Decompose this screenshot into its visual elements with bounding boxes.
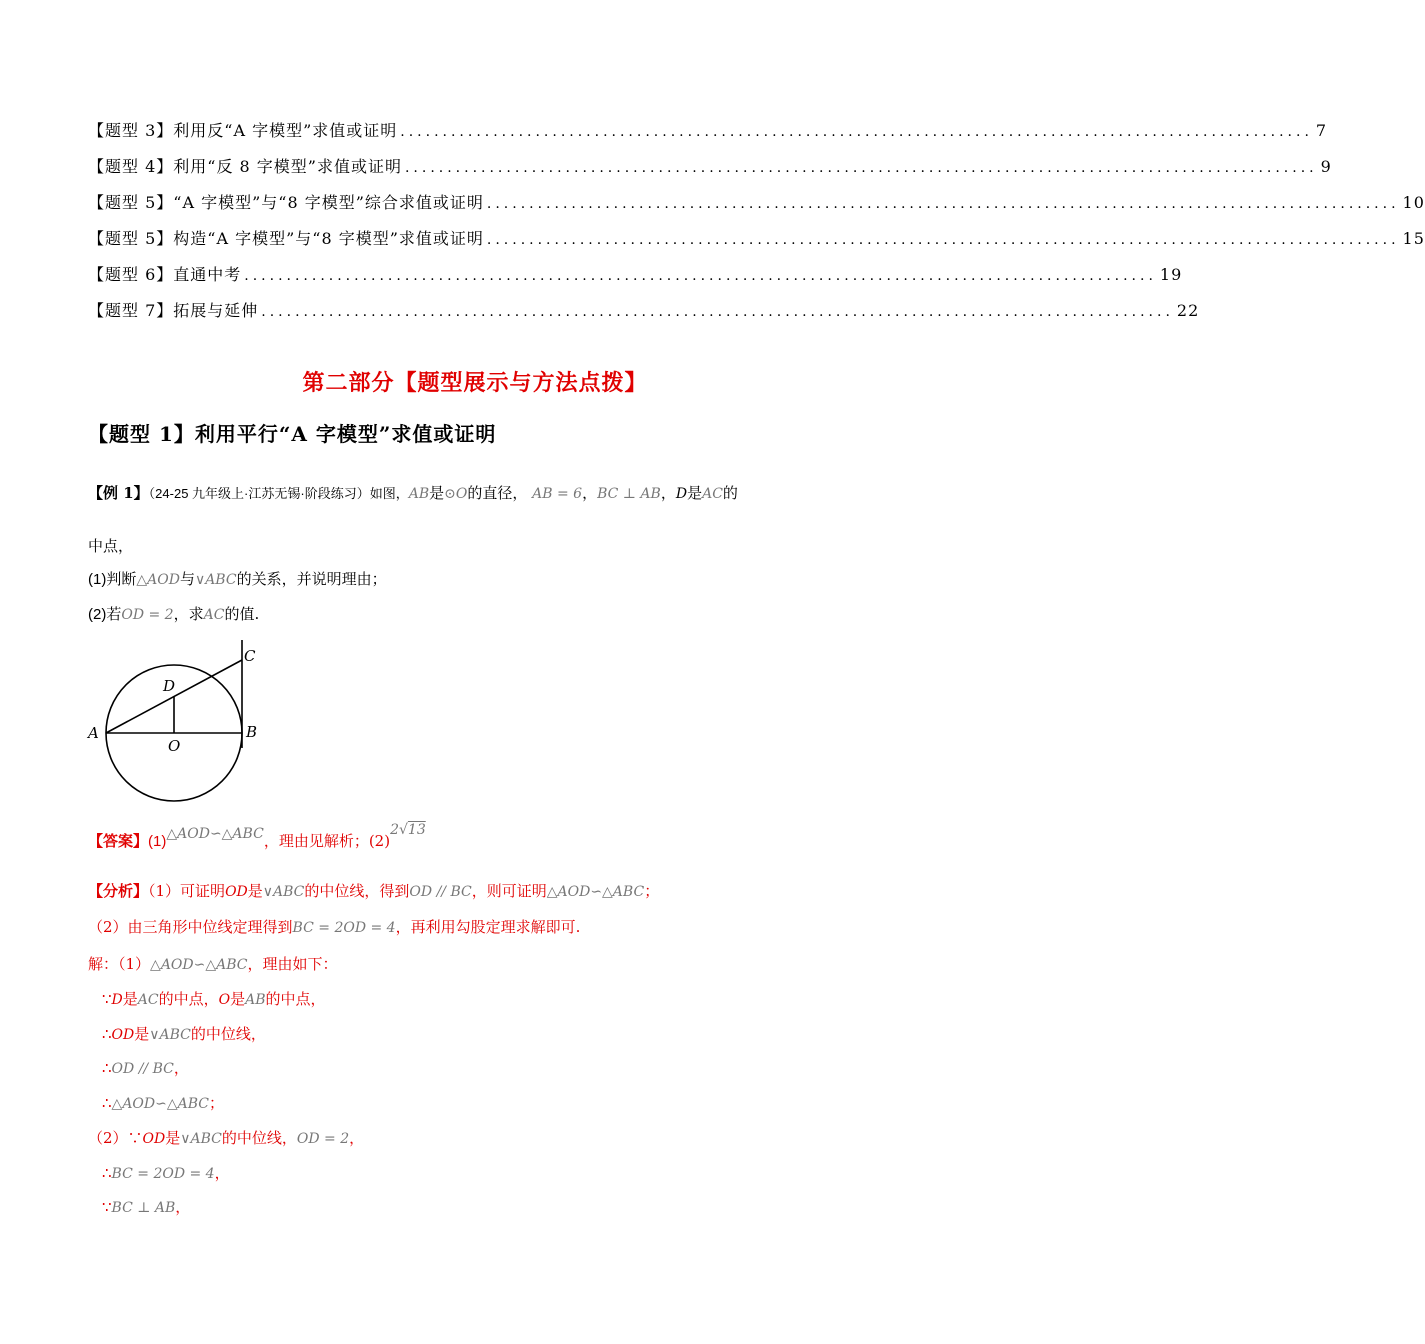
label-a: A bbox=[88, 724, 99, 742]
text: ， bbox=[214, 1164, 230, 1182]
math: △AOD∽△ABC bbox=[546, 884, 645, 900]
answer-label: 【答案】 bbox=[88, 832, 149, 850]
text: 是 bbox=[687, 484, 703, 502]
text: ∴ bbox=[102, 1025, 112, 1043]
analysis-line1 bbox=[88, 880, 659, 901]
math: BC = 2OD = 4 bbox=[292, 920, 396, 936]
math: OD bbox=[142, 1131, 166, 1147]
math: D bbox=[111, 992, 123, 1008]
text: ，再利用勾股定理求解即可. bbox=[395, 918, 581, 936]
math: BC ⊥ AB bbox=[597, 486, 661, 502]
text: 的值. bbox=[224, 605, 260, 623]
text: 2 bbox=[390, 822, 399, 838]
solution-line1 bbox=[88, 953, 338, 974]
toc-label: 【题型 3】利用反“A 字模型”求值或证明 bbox=[88, 121, 398, 140]
toc-leader: ............................................................................................................ bbox=[404, 160, 1318, 176]
solution-line3 bbox=[102, 1023, 266, 1044]
math: ⊙O bbox=[444, 486, 468, 502]
math: △AOD∽△ABC bbox=[150, 957, 248, 973]
geometry-figure bbox=[80, 630, 280, 810]
math: OD bbox=[225, 884, 248, 900]
toc-label: 【题型 7】拓展与延伸 bbox=[88, 301, 259, 320]
math: ∨ABC bbox=[262, 884, 305, 900]
toc-entry[interactable] bbox=[88, 118, 1328, 144]
text: ∴ bbox=[102, 1094, 112, 1112]
toc-page: 22 bbox=[1176, 301, 1200, 320]
text: ，求 bbox=[173, 605, 204, 623]
math: D bbox=[675, 486, 688, 502]
label-c: C bbox=[244, 647, 256, 665]
toc-page: 7 bbox=[1315, 121, 1328, 140]
text: （2）由三角形中位线定理得到 bbox=[88, 918, 293, 936]
solution-line5 bbox=[102, 1092, 224, 1113]
text: 解：（1） bbox=[88, 955, 151, 973]
math: ∨ABC bbox=[194, 572, 237, 588]
text: 的关系，并说明理由； bbox=[236, 570, 387, 588]
text: (1) bbox=[148, 833, 167, 850]
text: 的中点， bbox=[265, 990, 326, 1008]
toc-leader: ............................................................................................................ bbox=[400, 124, 1313, 140]
math: OD bbox=[111, 1027, 135, 1043]
math: AB bbox=[408, 486, 430, 502]
math: △AOD∽△ABC bbox=[111, 1096, 209, 1112]
math: AC bbox=[702, 486, 723, 502]
text: ， bbox=[175, 1198, 191, 1216]
text: 是 bbox=[230, 990, 246, 1008]
text: ∴ bbox=[102, 1164, 112, 1182]
math: O bbox=[218, 992, 231, 1008]
solution-line7 bbox=[102, 1162, 230, 1183]
toc-entry[interactable] bbox=[88, 262, 1183, 288]
math: AC bbox=[203, 607, 225, 623]
text: ； bbox=[209, 1094, 225, 1112]
text: ， bbox=[582, 484, 598, 502]
part-title: 第二部分【题型展示与方法点拨】 bbox=[302, 370, 648, 396]
text: ∵ bbox=[102, 990, 112, 1008]
text: ， bbox=[660, 484, 676, 502]
math-sqrt: 2√13 bbox=[390, 822, 426, 838]
text: ，理由如下： bbox=[247, 955, 338, 973]
text: 是 bbox=[165, 1129, 181, 1147]
text: ∴ bbox=[102, 1059, 112, 1077]
text: 13 bbox=[407, 822, 426, 838]
text: 的 bbox=[722, 484, 738, 502]
text: ，则可证明 bbox=[471, 882, 547, 900]
answer bbox=[88, 822, 426, 851]
math: OD // BC bbox=[409, 884, 472, 900]
toc-entry[interactable] bbox=[88, 226, 1425, 252]
toc-leader: ............................................................................................................ bbox=[244, 268, 1157, 284]
math: AC bbox=[137, 992, 159, 1008]
math: BC ⊥ AB bbox=[111, 1200, 176, 1216]
text: 的中位线， bbox=[190, 1025, 266, 1043]
text: 的直径， bbox=[467, 484, 528, 502]
toc-page: 15 bbox=[1402, 229, 1425, 248]
example-statement bbox=[88, 482, 738, 503]
example-line2: 中点， bbox=[88, 537, 134, 555]
text: ∵ bbox=[102, 1198, 112, 1216]
text: （2）∵ bbox=[88, 1129, 143, 1147]
toc-entry[interactable] bbox=[88, 298, 1200, 324]
toc-page: 19 bbox=[1159, 265, 1183, 284]
math: OD // BC bbox=[111, 1061, 174, 1077]
solution-line2 bbox=[102, 988, 326, 1009]
text: (1)判断 bbox=[88, 571, 137, 588]
math: ∨ABC bbox=[149, 1027, 191, 1043]
toc-label: 【题型 4】利用“反 8 字模型”求值或证明 bbox=[88, 157, 402, 176]
text: ， bbox=[173, 1059, 189, 1077]
text: 是 bbox=[247, 882, 263, 900]
math: OD = 2 bbox=[296, 1131, 350, 1147]
text: 的中位线，得到 bbox=[304, 882, 410, 900]
math: BC = 2OD = 4 bbox=[111, 1166, 215, 1182]
toc-entry[interactable] bbox=[88, 190, 1425, 216]
question-2 bbox=[88, 603, 259, 624]
label-b: B bbox=[246, 723, 258, 741]
text: 的中点， bbox=[158, 990, 219, 1008]
toc-label: 【题型 6】直通中考 bbox=[88, 265, 242, 284]
text: 与 bbox=[179, 570, 195, 588]
text: 是 bbox=[134, 1025, 150, 1043]
text: ，理由见解析；(2) bbox=[263, 832, 391, 850]
math: △AOD bbox=[136, 572, 180, 588]
math: AB = 6 bbox=[532, 486, 583, 502]
toc-label: 【题型 5】“A 字模型”与“8 字模型”综合求值或证明 bbox=[88, 193, 484, 212]
toc-leader: ............................................................................................................ bbox=[486, 232, 1400, 248]
toc-leader: ............................................................................................................ bbox=[261, 304, 1174, 320]
text: ， bbox=[349, 1129, 365, 1147]
text: (2)若 bbox=[88, 606, 122, 623]
math: OD = 2 bbox=[121, 607, 174, 623]
example-source: （24-25 九年级上·江苏无锡·阶段练习）如图， bbox=[148, 486, 409, 501]
label-o: O bbox=[168, 737, 181, 755]
example-label: 【例 1】 bbox=[88, 484, 149, 502]
analysis-label: 【分析】 bbox=[88, 882, 149, 900]
label-d: D bbox=[163, 677, 176, 695]
analysis-line2 bbox=[88, 916, 580, 937]
math: AB bbox=[245, 992, 266, 1008]
math: ∨ABC bbox=[180, 1131, 222, 1147]
toc-page: 10 bbox=[1402, 193, 1425, 212]
toc-page: 9 bbox=[1320, 157, 1332, 176]
section-title: 【题型 1】利用平行“A 字模型”求值或证明 bbox=[88, 422, 497, 446]
solution-line8 bbox=[102, 1196, 190, 1217]
solution-line6 bbox=[88, 1127, 364, 1148]
text: 的中位线， bbox=[221, 1129, 297, 1147]
math: △AOD∽△ABC bbox=[166, 826, 264, 842]
text: ； bbox=[644, 882, 660, 900]
toc-label: 【题型 5】构造“A 字模型”与“8 字模型”求值或证明 bbox=[88, 229, 484, 248]
text: 是 bbox=[122, 990, 138, 1008]
text: 是 bbox=[429, 484, 445, 502]
question-1 bbox=[88, 568, 387, 589]
text: （1）可证明 bbox=[148, 882, 226, 900]
toc-entry[interactable] bbox=[88, 154, 1332, 180]
toc-leader: ............................................................................................................ bbox=[486, 196, 1400, 212]
solution-line4 bbox=[102, 1057, 189, 1078]
